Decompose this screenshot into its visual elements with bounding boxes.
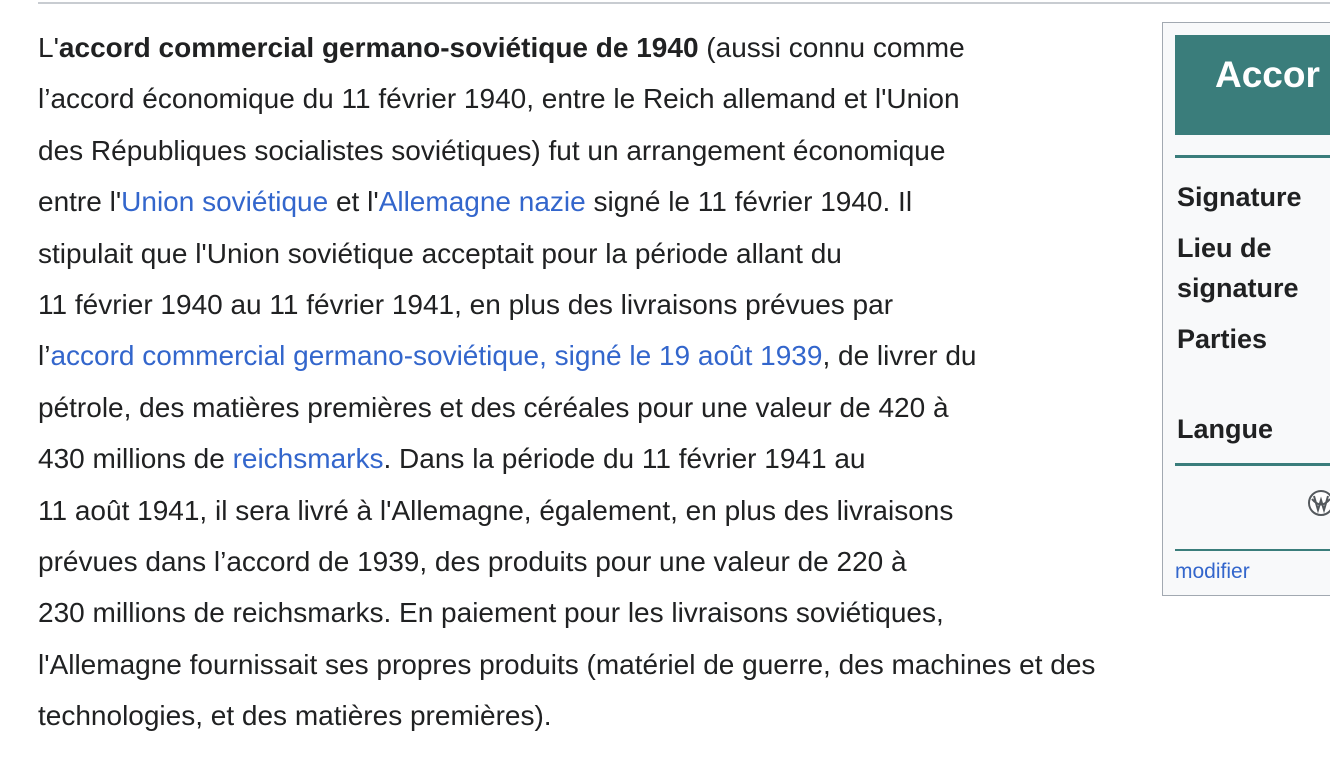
infobox-label-langue: Langue [1177,414,1274,444]
article-line [38,485,1268,536]
infobox-title: Accor [1215,54,1320,95]
text-run: pétrole, des matières premières et des céréales pour une valeur de 420 à [38,391,949,423]
infobox-label-parties: Parties [1177,324,1268,354]
wikidata-globe-icon[interactable] [1306,488,1330,518]
text-run: entre l' [38,186,122,218]
text-run: l'Allemagne fournissait ses propres produits (matériel de guerre, des machines et des [38,648,1096,680]
article-link[interactable]: Union soviétique [121,186,329,218]
infobox [1162,22,1330,596]
infobox-label-lieu: Lieu de [1177,233,1272,263]
modifier-link[interactable]: modifier [1175,560,1250,583]
text-run: (aussi connu comme [698,32,965,63]
infobox-divider-2 [1175,463,1330,466]
text-run: L' [38,32,59,63]
article-line [38,433,1268,484]
article-line [38,536,1268,587]
article-link[interactable]: accord commercial germano-soviétique, signé le 19 août 1939 [50,340,823,372]
article-line [38,125,1268,176]
text-run: 11 février 1940 au 11 février 1941, en plus des livraisons prévues par [38,289,894,321]
article-line [38,279,1268,330]
article-line [38,587,1268,638]
text-run: prévues dans l’accord de 1939, des produits pour une valeur de 220 à [38,546,907,578]
infobox-label-lieu-2: signature [1177,273,1299,303]
infobox-footer-divider [1175,549,1330,551]
infobox-header [1175,35,1330,135]
article-line [38,639,1268,690]
article-paragraph [38,22,1268,742]
article-line [38,73,1268,124]
text-run: signé le 11 février 1940. Il [585,186,913,218]
text-run: 11 août 1941, il sera livré à l'Allemagne, également, en plus des livraisons [38,494,954,526]
article-line [38,382,1268,433]
article-line [38,22,1268,73]
text-run: 430 millions de [38,443,233,475]
text-run: technologies, et des matières premières). [38,700,552,732]
infobox-divider [1175,155,1330,158]
text-run: 230 millions de reichsmarks. En paiement pour les livraisons soviétiques, [38,597,944,629]
top-divider [38,2,1330,4]
article-line [38,690,1268,741]
article-link[interactable]: reichsmarks [232,443,384,475]
article-line [38,176,1268,227]
text-run: et l' [328,186,379,218]
text-run: . Dans la période du 11 février 1941 au [383,443,866,475]
text-run: , de livrer du [822,340,977,372]
text-run: stipulait que l'Union soviétique acceptait pour la période allant du [38,237,842,269]
article-line [38,228,1268,279]
article-link[interactable]: Allemagne nazie [378,186,586,218]
text-run: l’accord économique du 11 février 1940, entre le Reich allemand et l'Union [38,83,960,115]
article-subject-bold: accord commercial germano-soviétique de 1940 [58,32,699,63]
text-run: des Républiques socialistes soviétiques) fut un arrangement économique [38,134,946,166]
infobox-label-signature: Signature [1177,182,1302,212]
article-line [38,330,1268,381]
text-run: l’ [38,340,51,372]
